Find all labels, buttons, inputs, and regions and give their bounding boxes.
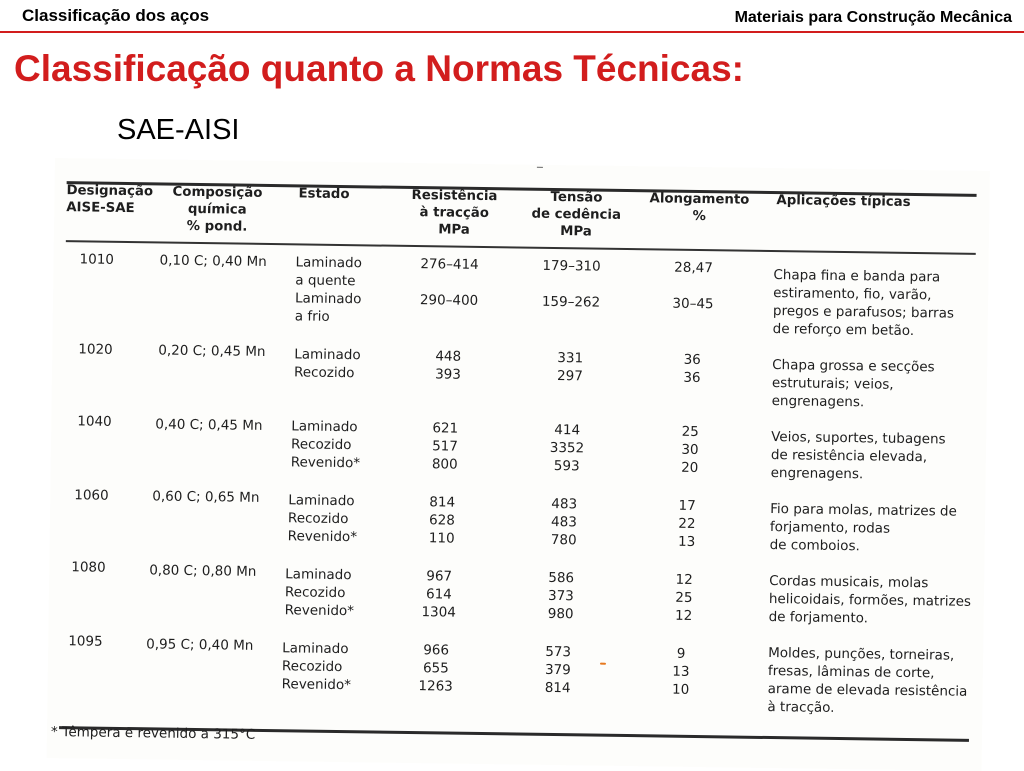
elongation-value: 36 [683,351,701,369]
header-divider [0,31,1024,33]
header-yield-line: de cedência [531,206,622,223]
yield-value: 573 [545,643,572,661]
resistance-cell [408,347,488,384]
state-line: Laminado [295,254,363,272]
yield-value: 159–262 [541,293,601,311]
slide-header-left: Classificação dos aços [22,6,210,25]
state-line: Revenido* [281,676,352,694]
elongation-value: 28,47 [674,259,713,277]
elongation-value: 25 [675,589,693,606]
resistance-value: 290–400 [419,292,479,309]
resistance-cell [399,567,480,622]
yield-cell [524,495,605,550]
resistance-value: 1263 [418,678,453,695]
header-composition-line: % pond. [186,218,248,235]
header-composition [162,184,273,237]
resistance-value: 814 [429,494,456,511]
applications-line: Fio para molas, matrizes de [770,501,957,520]
yield-value: 483 [551,495,578,513]
applications-line: engrenagens. [770,465,864,483]
elongation-cell [657,350,727,387]
yield-value: 780 [550,531,577,549]
state-line: Laminado [291,418,358,436]
header-state [298,185,358,203]
elongation-cell [658,258,729,313]
header-composition-line: química [187,201,247,218]
designation-cell: 1060 [74,487,109,504]
applications-line: estruturais; veios, [771,375,894,393]
resistance-value: 621 [432,420,459,437]
composition-cell: 0,20 C; 0,45 Mn [158,342,266,360]
designation-cell: 1010 [79,251,115,268]
yield-value: 586 [548,569,575,587]
header-resistance-line: MPa [438,222,470,238]
elongation-value: 22 [678,515,696,532]
elongation-value: 17 [678,497,696,514]
elongation-value: 30–45 [672,295,714,313]
state-cell [295,253,362,326]
resistance-cell [405,419,486,474]
header-elongation-line: Alongamento [649,191,750,208]
header-state-line: Estado [298,186,350,203]
applications-line: estiramento, fio, varão, [773,285,932,304]
header-applications [776,192,926,211]
resistance-value: 448 [435,348,462,365]
designation-cell: 1095 [68,633,103,650]
resistance-value: 276–414 [420,256,479,273]
state-line: a frio [294,308,330,325]
elongation-value: 36 [683,369,701,387]
resistance-cell [409,255,490,310]
header-resistance-line: à tracção [419,205,490,222]
applications-line: de forjamento. [768,609,869,627]
applications-line: forjamento, rodas [769,519,891,537]
state-cell [285,565,355,620]
slide-subtitle: SAE-AISI [117,114,240,146]
resistance-value: 966 [423,642,450,659]
applications-line: à tracção. [767,699,835,716]
yield-value: 179–310 [542,257,601,275]
composition-cell: 0,40 C; 0,45 Mn [155,416,263,434]
applications-cell [769,572,980,629]
state-cell [288,491,358,546]
header-elongation [644,190,754,226]
state-cell [291,417,361,472]
yield-value: 379 [544,661,571,679]
header-yield [526,189,627,241]
resistance-value: 517 [432,438,459,455]
elongation-value: 20 [681,459,699,477]
yield-cell [531,257,612,312]
state-cell [294,345,361,382]
elongation-value: 25 [681,423,699,441]
applications-line: de reforço em betão. [772,321,915,340]
yield-value: 593 [553,457,580,475]
resistance-value: 655 [422,660,449,677]
state-line: Laminado [294,290,362,308]
state-line: Recozido [284,584,346,602]
applications-line: de comboios. [769,537,860,555]
resistance-cell [396,641,477,696]
elongation-value: 9 [676,645,686,662]
applications-line: helicoidais, formões, matrizes [768,591,972,610]
yield-cell [527,421,608,476]
header-elongation-line: % [692,208,707,225]
state-line: a quente [295,272,356,290]
yield-value: 814 [544,679,571,697]
table-footnote: * Têmpera e revenido a 315°C [50,724,256,743]
yield-value: 297 [557,368,584,385]
state-line: Laminado [288,492,355,510]
state-line: Recozido [290,436,352,454]
header-designation-line: Designação [66,183,154,200]
applications-cell [772,356,983,413]
applications-line: fresas, lâminas de corte, [767,663,935,682]
header-designation-line: AISE-SAE [66,200,135,217]
resistance-value: 614 [425,586,452,603]
header-resistance-line: Resistência [411,187,498,205]
yield-cell [530,349,610,386]
resistance-value: 628 [428,512,455,529]
applications-line: Chapa fina e banda para [773,267,941,286]
header-yield-line: Tensão [550,189,603,206]
elongation-cell [646,644,717,699]
elongation-value: 30 [681,441,699,459]
applications-line: Veios, suportes, tubagens [771,429,946,448]
state-line: Laminado [282,640,349,658]
elongation-cell [655,422,726,477]
yield-cell [521,569,602,624]
applications-line: Moldes, punções, torneiras, [768,645,955,664]
scan-speck [600,663,606,665]
header-applications-line: Aplicações típicas [776,193,911,210]
scanned-table [47,158,990,771]
applications-line: Chapa grossa e secções [772,357,935,376]
elongation-value: 12 [674,607,693,624]
composition-cell: 0,60 C; 0,65 Mn [152,488,260,506]
state-line: Laminado [285,566,352,584]
applications-line: arame de elevada resistência [767,681,968,700]
resistance-value: 110 [428,530,455,547]
yield-value: 331 [557,350,584,367]
header-resistance [404,187,505,239]
composition-cell: 0,10 C; 0,40 Mn [159,252,267,270]
resistance-value: 1304 [421,604,456,621]
yield-value: 3352 [549,439,585,457]
yield-value: 373 [547,587,574,605]
designation-cell: 1080 [71,559,106,576]
state-line: Revenido* [287,528,358,546]
yield-value: 483 [550,513,577,531]
applications-line: de resistência elevada, [770,447,928,466]
state-line: Revenido* [290,454,361,472]
designation-cell: 1020 [78,341,113,358]
yield-value: 414 [554,421,581,439]
header-composition-line: Composição [172,184,263,201]
resistance-value: 800 [431,456,458,473]
elongation-value: 12 [675,571,693,588]
elongation-cell [652,496,723,551]
state-line: Recozido [281,658,343,676]
elongation-value: 13 [672,663,690,680]
state-line: Revenido* [284,602,355,620]
applications-cell [770,500,981,557]
designation-cell: 1040 [77,413,112,430]
composition-cell: 0,95 C; 0,40 Mn [146,636,254,654]
slide-title: Classificação quanto a Normas Técnicas: [14,48,744,89]
slide-header-right: Materiais para Construção Mecânica [734,9,1012,26]
elongation-value: 13 [677,533,696,550]
applications-line: pregos e parafusos; barras [772,303,955,322]
state-line: Recozido [293,364,355,382]
applications-cell [767,644,978,719]
resistance-value: 967 [426,568,453,585]
applications-line: Cordas musicais, molas [769,573,929,592]
elongation-value: 10 [671,681,690,698]
state-cell [282,639,352,694]
applications-line: engrenagens. [771,393,865,411]
scan-mark [537,167,543,168]
applications-cell [773,266,984,341]
resistance-value: 393 [435,366,462,383]
state-line: Laminado [294,346,361,364]
elongation-cell [649,570,720,625]
state-line: Recozido [287,510,349,528]
resistance-cell [402,493,483,548]
applications-cell [771,428,982,485]
header-designation [66,182,154,217]
composition-cell: 0,80 C; 0,80 Mn [149,562,257,580]
yield-cell [518,643,599,698]
yield-value: 980 [547,605,574,623]
header-yield-line: MPa [560,224,592,240]
